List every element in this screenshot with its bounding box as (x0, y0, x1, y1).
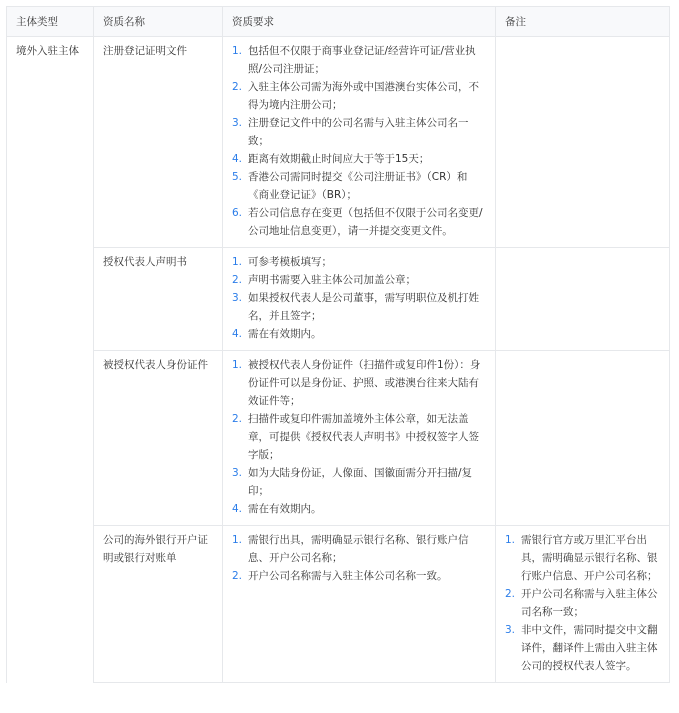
requirements-cell (223, 248, 496, 351)
qualification-name-cell: 注册登记证明文件 (94, 37, 223, 248)
list-number: 5. (232, 171, 243, 183)
requirements-list (232, 42, 487, 240)
list-number: 2. (232, 570, 243, 582)
list-number: 4. (232, 153, 243, 165)
list-number: 1. (232, 534, 243, 546)
requirements-cell (223, 351, 496, 526)
header-qualification-requirements: 资质要求 (223, 7, 496, 37)
list-item (232, 204, 487, 240)
list-item-text: 注册登记文件中的公司名需与入驻主体公司名一致； (248, 117, 469, 147)
list-item (232, 42, 487, 78)
qualification-name-cell: 公司的海外银行开户证明或银行对账单 (94, 526, 223, 683)
list-item-text: 如果授权代表人是公司董事，需写明职位及机打姓名，并且签字； (248, 292, 479, 322)
list-number: 3. (232, 117, 243, 129)
requirements-list (232, 356, 487, 518)
list-item (232, 500, 487, 518)
qualification-table (6, 6, 670, 683)
list-item (232, 271, 487, 289)
notes-cell (496, 37, 670, 248)
list-item-text: 开户公司名称需与入驻主体公司名称一致。 (248, 570, 448, 582)
list-item-text: 需在有效期内。 (248, 328, 322, 340)
list-number: 3. (505, 624, 516, 636)
list-item (232, 531, 487, 567)
header-remarks: 备注 (496, 7, 670, 37)
list-item-text: 需在有效期内。 (248, 503, 322, 515)
list-item (232, 78, 487, 114)
list-item (232, 289, 487, 325)
list-item (232, 464, 487, 500)
list-item (232, 168, 487, 204)
list-item (232, 150, 487, 168)
table-row (7, 351, 670, 526)
list-item-text: 若公司信息存在变更（包括但不仅限于公司名变更/公司地址信息变更），请一并提交变更文件。 (248, 207, 483, 237)
list-item-text: 声明书需要入驻主体公司加盖公章； (248, 274, 416, 286)
subject-type-cell: 境外入驻主体 (7, 37, 94, 683)
notes-cell (496, 248, 670, 351)
requirements-list (232, 531, 487, 585)
requirements-cell (223, 526, 496, 683)
list-item (232, 410, 487, 464)
notes-cell (496, 351, 670, 526)
list-item (505, 531, 661, 585)
list-item-text: 入驻主体公司需为海外或中国港澳台实体公司，不得为境内注册公司； (248, 81, 479, 111)
list-number: 2. (232, 274, 243, 286)
table-row (7, 526, 670, 683)
list-number: 3. (232, 292, 243, 304)
list-item (232, 114, 487, 150)
header-qualification-name: 资质名称 (94, 7, 223, 37)
list-item-text: 需银行官方或万里汇平台出具，需明确显示银行名称、银行账户信息、开户公司名称； (521, 534, 658, 582)
list-item (505, 585, 661, 621)
list-item (232, 567, 487, 585)
list-number: 1. (505, 534, 516, 546)
notes-cell (496, 526, 670, 683)
list-number: 4. (232, 503, 243, 515)
table-header-row (7, 7, 670, 37)
list-item-text: 开户公司名称需与入驻主体公司名称一致； (521, 588, 658, 618)
table-row (7, 248, 670, 351)
list-number: 3. (232, 467, 243, 479)
list-item (505, 621, 661, 675)
list-number: 2. (232, 81, 243, 93)
list-item-text: 香港公司需同时提交《公司注册证书》（CR）和《商业登记证》（BR）； (248, 171, 468, 201)
list-number: 2. (232, 413, 243, 425)
list-item-text: 需银行出具，需明确显示银行名称、银行账户信息、开户公司名称； (248, 534, 469, 564)
qualification-name-cell: 授权代表人声明书 (94, 248, 223, 351)
list-item (232, 356, 487, 410)
table-body (7, 37, 670, 683)
list-number: 6. (232, 207, 243, 219)
header-subject-type: 主体类型 (7, 7, 94, 37)
list-number: 1. (232, 45, 243, 57)
qualification-table-container (6, 6, 669, 683)
list-item (232, 253, 487, 271)
list-number: 4. (232, 328, 243, 340)
list-item-text: 可参考模板填写； (248, 256, 332, 268)
list-item-text: 非中文件，需同时提交中文翻译件，翻译件上需由入驻主体公司的授权代表人签字。 (521, 624, 658, 672)
list-item-text: 被授权代表人身份证件（扫描件或复印件1份）：身份证件可以是身份证、护照、或港澳台往来大陆有效证件等； (248, 359, 481, 407)
list-item-text: 扫描件或复印件需加盖境外主体公章，如无法盖章，可提供《授权代表人声明书》中授权签字人签字版； (248, 413, 479, 461)
requirements-cell (223, 37, 496, 248)
qualification-name-cell: 被授权代表人身份证件 (94, 351, 223, 526)
notes-list (505, 531, 661, 675)
list-number: 1. (232, 256, 243, 268)
table-row (7, 37, 670, 248)
list-item (232, 325, 487, 343)
list-number: 2. (505, 588, 516, 600)
list-item-text: 距离有效期截止时间应大于等于15天； (248, 153, 430, 165)
list-item-text: 如为大陆身份证，人像面、国徽面需分开扫描/复印； (248, 467, 473, 497)
list-item-text: 包括但不仅限于商事业登记证/经营许可证/营业执照/公司注册证； (248, 45, 476, 75)
list-number: 1. (232, 359, 243, 371)
requirements-list (232, 253, 487, 343)
